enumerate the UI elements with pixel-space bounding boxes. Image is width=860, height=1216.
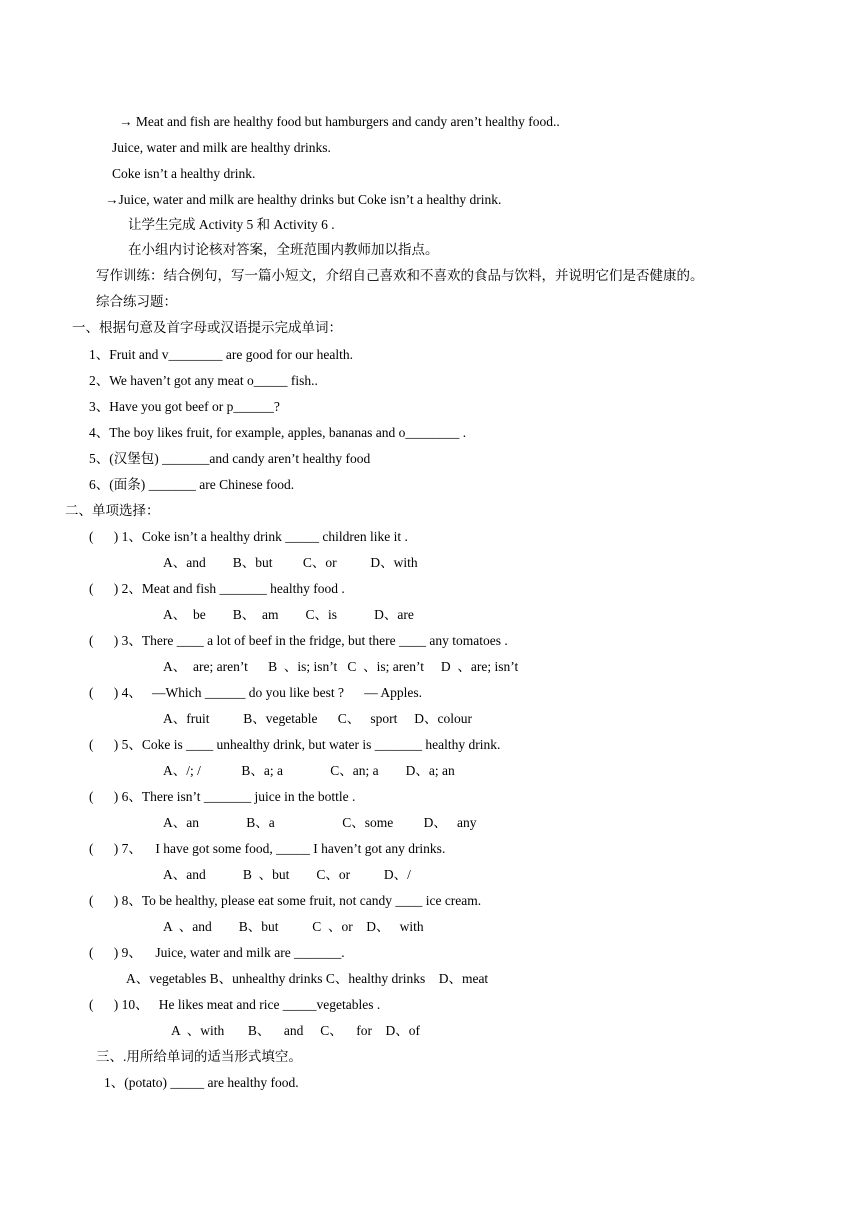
choice-q5: ( ) 5、Coke is ____ unhealthy drink, but water is _______ healthy drink. — [89, 737, 501, 752]
choice-q9-options: A、vegetables B、unhealthy drinks C、healthy drinks D、meat — [126, 971, 489, 986]
choice-q7: ( ) 7、 I have got some food, _____ I haven’t got any drinks. — [89, 841, 446, 856]
choice-q6: ( ) 6、There isn’t _______ juice in the bottle . — [89, 789, 356, 804]
choice-q8-options: A 、and B、but C 、or D、 with — [163, 919, 424, 934]
choice-q3-options: A、 are; aren’t B 、is; isn’t C 、is; aren’t D 、are; isn’t — [163, 659, 519, 674]
choice-q1-options: A、and B、but C、or D、with — [163, 555, 418, 570]
choice-q4: ( ) 4、 —Which ______ do you like best ? — Apples. — [89, 685, 422, 700]
fill-item-3: 3、Have you got beef or p______? — [89, 399, 280, 414]
section-2-title: 二、单项选择： — [65, 503, 160, 518]
choice-q9: ( ) 9、 Juice, water and milk are _______. — [89, 945, 345, 960]
fill-item-6: 6、(面条) _______ are Chinese food. — [89, 477, 295, 492]
choice-q3: ( ) 3、There ____ a lot of beef in the fridge, but there ____ any tomatoes . — [89, 633, 508, 648]
exercise-heading: 综合练习题： — [96, 294, 177, 309]
fill-item-4: 4、The boy likes fruit, for example, apples, bananas and o________ . — [89, 425, 467, 440]
choice-q1: ( ) 1、Coke isn’t a healthy drink _____ children like it . — [89, 529, 408, 544]
choice-q10-options: A 、with B、 and C、 for D、of — [171, 1023, 420, 1038]
fill-item-2: 2、We haven’t got any meat o_____ fish.. — [89, 373, 318, 388]
example-sentence-1: → Meat and fish are healthy food but hamburgers and candy aren’t healthy food.. — [119, 114, 560, 129]
section-3-title: 三、.用所给单词的适当形式填空。 — [96, 1049, 302, 1064]
form-item-1: 1、(potato) _____ are healthy food. — [104, 1075, 299, 1090]
choice-q7-options: A、and B 、but C、or D、/ — [163, 867, 411, 882]
writing-task: 写作训练：结合例句，写一篇小短文，介绍自己喜欢和不喜欢的食品与饮料，并说明它们是否健康的。 — [96, 268, 704, 283]
example-sentence-4: →Juice, water and milk are healthy drinks but Coke isn’t a healthy drink. — [105, 192, 502, 207]
choice-q5-options: A、/; / B、a; a C、an; a D、a; an — [163, 763, 455, 778]
choice-q2-options: A、 be B、 am C、is D、are — [163, 607, 414, 622]
choice-q2: ( ) 2、Meat and fish _______ healthy food . — [89, 581, 345, 596]
instruction-activity: 让学生完成 Activity 5 和 Activity 6 . — [128, 217, 335, 232]
fill-item-1: 1、Fruit and v________ are good for our health. — [89, 347, 353, 362]
fill-item-5: 5、(汉堡包) _______and candy aren’t healthy food — [89, 451, 371, 466]
choice-q6-options: A、an B、a C、some D、 any — [163, 815, 477, 830]
example-sentence-2: Juice, water and milk are healthy drinks. — [112, 140, 331, 155]
example-sentence-3: Coke isn’t a healthy drink. — [112, 166, 256, 181]
instruction-discuss: 在小组内讨论核对答案，全班范围内教师加以指点。 — [128, 242, 439, 257]
choice-q8: ( ) 8、To be healthy, please eat some fruit, not candy ____ ice cream. — [89, 893, 482, 908]
section-1-title: 一、根据句意及首字母或汉语提示完成单词： — [72, 320, 342, 335]
choice-q4-options: A、fruit B、vegetable C、 sport D、colour — [163, 711, 472, 726]
choice-q10: ( ) 10、 He likes meat and rice _____vegetables . — [89, 997, 381, 1012]
